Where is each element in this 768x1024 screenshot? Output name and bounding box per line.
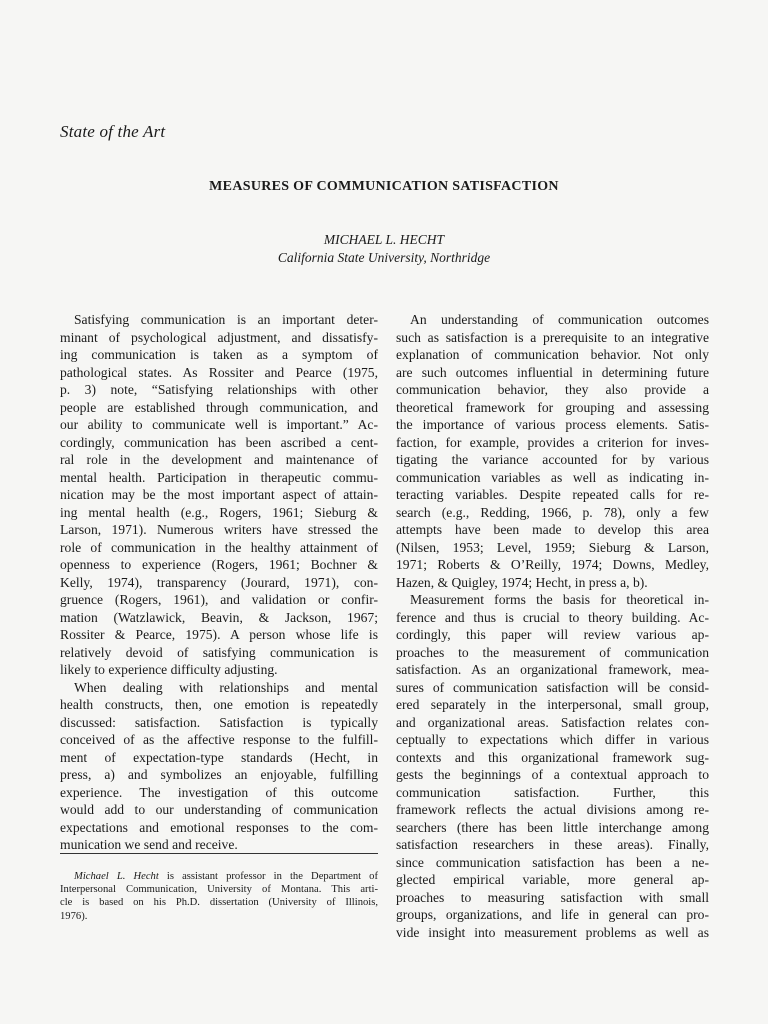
text-line: Larson, 1971). Numerous writers have stressed the	[60, 522, 378, 537]
text-line: such as satisfaction is a prerequisite to an integrative	[396, 329, 709, 345]
text-line: ment of expectation-type standards (Hecht, in	[60, 749, 378, 765]
author-affiliation: California State University, Northridge	[277, 250, 491, 265]
text-line: gests the beginnings of a contextual approach to	[396, 767, 709, 782]
text-line: explanation of communication behavior. Not only	[396, 347, 709, 362]
text-line: proaches to measuring satisfaction with small	[396, 889, 709, 905]
footnote-line: cle is based on his Ph.D. dissertation (University of Illinois,	[60, 897, 378, 909]
text-line: expectations and emotional responses to the com-	[60, 819, 378, 835]
text-line: conceived of as the affective response to the fulfill-	[60, 732, 378, 747]
text-line: cordingly, communication has been ascribed a cent-	[60, 434, 378, 450]
section-label: State of the Art	[60, 122, 166, 141]
right-column	[396, 311, 709, 941]
text-line: discussed: satisfaction. Satisfaction is typically	[60, 714, 378, 730]
article-title: MEASURES OF COMMUNICATION SATISFACTION	[209, 179, 559, 194]
text-line: the importance of various process elements. Satis-	[396, 417, 709, 432]
text-line: An understanding of communication outcomes	[410, 312, 709, 327]
text-line: pathological states. As Rossiter and Pearce (1975,	[60, 364, 378, 380]
text-line: ered separately in the interpersonal, small group,	[396, 697, 709, 712]
text-line: cordingly, this paper will review various ap-	[396, 627, 709, 642]
text-line: ing mental health (e.g., Rogers, 1961; Sieburg &	[60, 504, 378, 520]
text-line: proaches to the measurement of communication	[396, 644, 709, 660]
text-line: ing communication is taken as a symptom of	[60, 347, 378, 362]
text-line: Hazen, & Quigley, 1974; Hecht, in press a, b).	[396, 574, 648, 590]
text-line: and organizational areas. Satisfaction relates con-	[396, 714, 709, 730]
text-line: teracting variables. Despite repeated calls for re-	[396, 487, 709, 502]
text-line: minant of psychological adjustment, and dissatisfy-	[60, 329, 378, 345]
text-line: gruence (Rogers, 1961), and validation or confir-	[60, 592, 378, 607]
text-line: p. 3) note, “Satisfying relationships with other	[60, 382, 378, 397]
text-line: glected empirical variable, more general ap-	[396, 872, 709, 887]
text-line: vide insight into measurement problems as well as	[396, 924, 709, 940]
text-line: contexts and this organizational framework sug-	[396, 749, 709, 765]
text-line: openness to experience (Rogers, 1961; Bochner &	[60, 557, 378, 572]
text-line: (Nilsen, 1953; Level, 1959; Sieburg & Larson,	[396, 539, 709, 555]
text-line: relatively devoid of satisfying communication is	[60, 644, 378, 660]
left-column	[60, 311, 378, 854]
text-line: communication satisfaction. Further, this	[396, 784, 709, 800]
text-line: munication we send and receive.	[60, 837, 238, 852]
text-line: ference and thus is crucial to theory building. Ac-	[396, 609, 709, 625]
text-line: search (e.g., Redding, 1966, p. 78), only a few	[396, 504, 709, 520]
text-line: would add to our understanding of communication	[60, 802, 378, 817]
text-line: communication variables as well as indicating in-	[396, 469, 709, 485]
text-line: role of communication in the healthy attainment of	[60, 539, 378, 555]
text-line: 1971; Roberts & O’Reilly, 1974; Downs, Medley,	[396, 557, 709, 572]
footnote	[60, 870, 378, 923]
text-line: our ability to communicate well is important.” Ac-	[60, 417, 378, 432]
text-line: Kelly, 1974), transparency (Jourard, 1971), con-	[60, 574, 378, 590]
text-line: nication may be the most important aspect of attain-	[60, 487, 378, 502]
footnote-line: 1976).	[60, 910, 88, 922]
author-name: MICHAEL L. HECHT	[323, 232, 445, 247]
footnote-line: Interpersonal Communication, University of Montana. This arti-	[60, 884, 378, 896]
text-line: mation (Watzlawick, Beavin, & Jackson, 1967;	[60, 609, 378, 625]
text-line: framework reflects the actual divisions among re-	[396, 802, 709, 817]
text-line: theoretical framework for grouping and assessing	[396, 399, 709, 415]
footnote-rule	[60, 853, 378, 854]
text-line: satisfaction. As an organizational framework, mea-	[396, 662, 709, 677]
text-line: groups, organizations, and life in general can pro-	[396, 907, 709, 922]
footnote-line: Michael L. Hecht is assistant professor in the Department of	[74, 871, 378, 882]
text-line: likely to experience difficulty adjusting.	[60, 662, 278, 677]
text-line: since communication satisfaction has been a ne-	[396, 854, 709, 870]
text-line: Measurement forms the basis for theoretical in-	[410, 592, 709, 607]
text-line: faction, for example, provides a criterion for inves-	[396, 434, 709, 450]
text-line: press, a) and symbolizes an enjoyable, fulfilling	[60, 767, 378, 782]
text-line: Rossiter & Pearce, 1975). A person whose life is	[60, 627, 378, 642]
text-line: people are established through communication, and	[60, 399, 378, 415]
text-line: tigating the variance accounted for by various	[396, 452, 709, 467]
text-line: ral role in the development and maintenance of	[60, 452, 378, 467]
text-line: experience. The investigation of this outcome	[60, 784, 378, 800]
text-line: communication behavior, they also provide a	[396, 382, 709, 397]
text-line: searchers (there has been little interchange among	[396, 819, 709, 835]
text-line: When dealing with relationships and mental	[74, 679, 378, 695]
text-line: satisfaction researchers in these areas). Finally,	[396, 837, 709, 852]
text-line: sures of communication satisfaction will be consid-	[396, 679, 709, 695]
text-line: Satisfying communication is an important deter-	[74, 312, 378, 327]
text-line: attempts have been made to develop this area	[396, 522, 709, 537]
footnote-author: Michael L. Hecht	[74, 871, 159, 882]
text-line: are such outcomes influential in determining future	[396, 364, 709, 380]
text-line: health constructs, then, one emotion is repeatedly	[60, 697, 378, 712]
text-line: mental health. Participation in therapeutic commu-	[60, 469, 378, 485]
text-line: ceptually to expectations which differ in various	[396, 732, 709, 747]
